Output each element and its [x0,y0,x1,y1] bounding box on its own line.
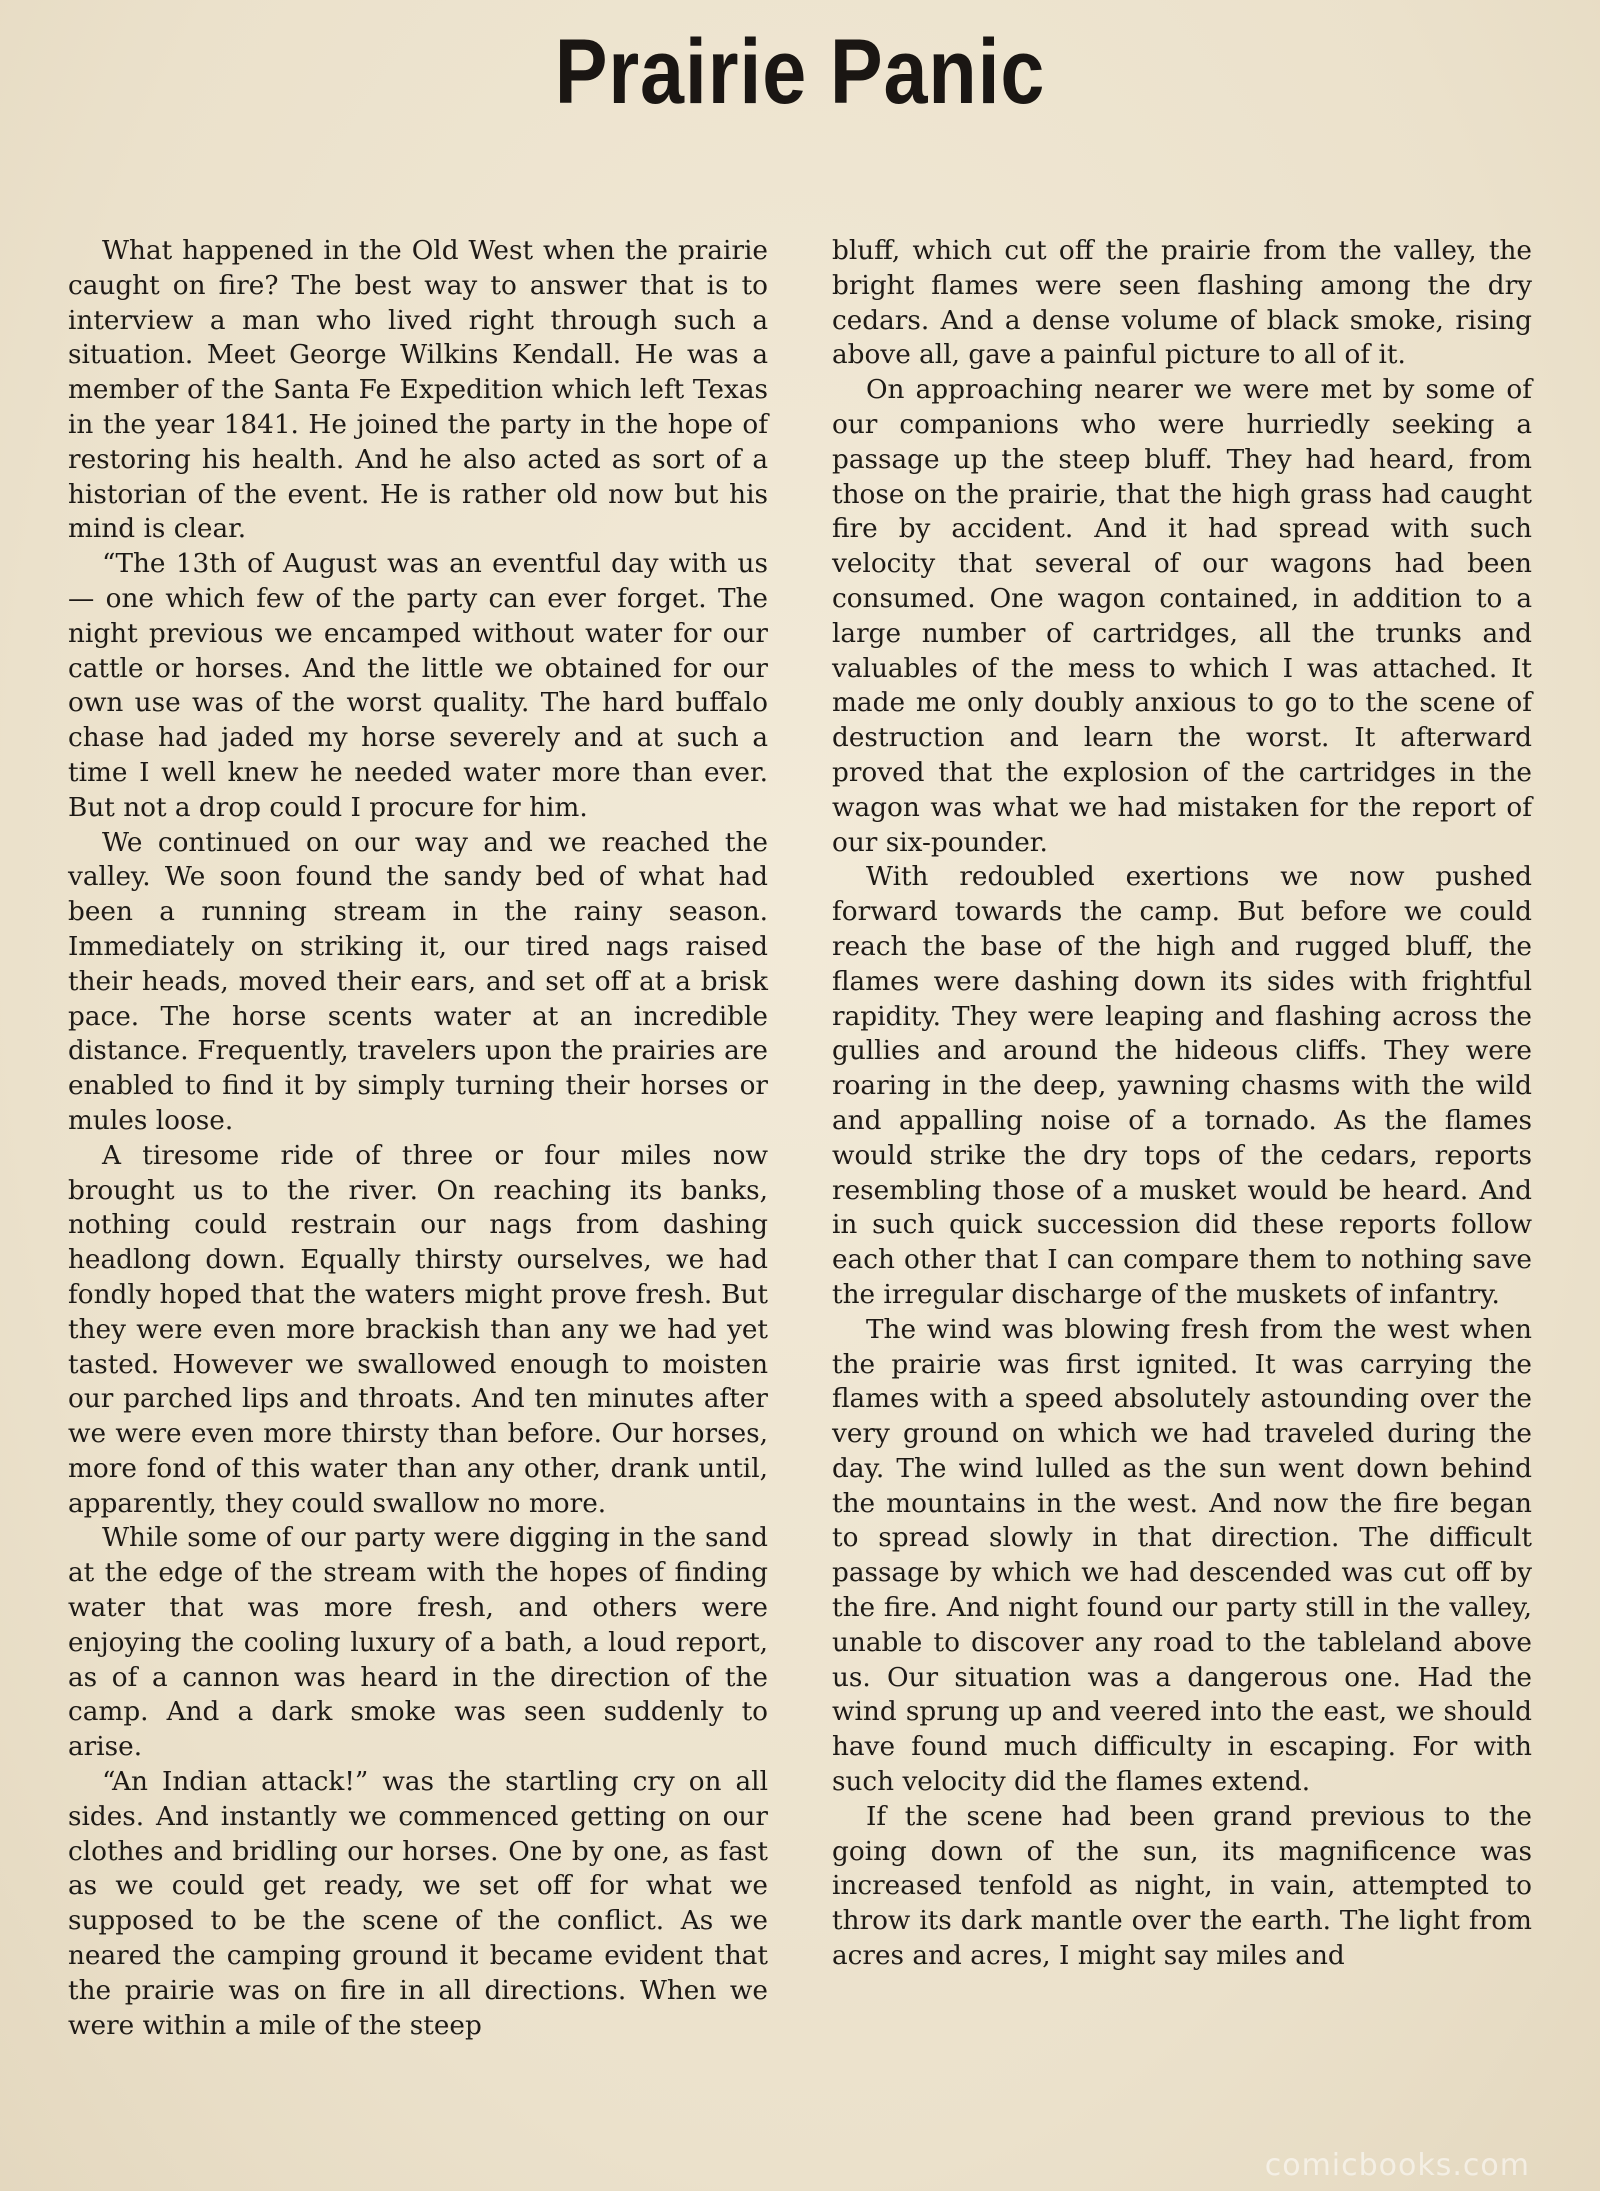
paragraph: “An Indian attack!” was the startling cry on all sides. And instantly we commenced getting on our clothes and bridling our horses. One by one, as fast as we could get ready, we set off for what we supposed to be the scene of the conflict. As we neared the camping ground it became evident that the prairie was on fire in all directions. When we were within a mile of the steep [68,1767,768,2041]
right-column [832,234,1532,1974]
paragraph: With redoubled exertions we now pushed forward towards the camp. But before we could reach the base of the high and rugged bluff, the flames were dashing down its sides with frightful rapidity. They were leaping and flashing across the gullies and around the hideous cliffs. They were roaring in the deep, yawning chasms with the wild and appalling noise of a tornado. As the flames would strike the dry tops of the cedars, reports resembling those of a musket would be heard. And in such quick succession did these reports follow each other that I can compare them to nothing save the irregular discharge of the muskets of infantry. [832,862,1532,1310]
paragraph: A tiresome ride of three or four miles now brought us to the river. On reaching its banks, nothing could restrain our nags from dashing headlong down. Equally thirsty ourselves, we had fondly hoped that the waters might prove fresh. But they were even more brackish than any we had yet tasted. However we swallowed enough to moisten our parched lips and throats. And ten minutes after we were even more thirsty than before. Our horses, more fond of this water than any other, drank until, apparently, they could swallow no more. [68,1140,768,1519]
paragraph: If the scene had been grand previous to the going down of the sun, its magnificence was increased tenfold as night, in vain, attempted to throw its dark mantle over the earth. The light from acres and acres, I might say miles and [832,1801,1532,1972]
site-watermark: comicbooks.com [1264,2148,1530,2183]
paragraph: On approaching nearer we were met by some of our companions who were hurriedly seeking a passage up the steep bluff. They had heard, from those on the prairie, that the high grass had caught fire by accident. And it had spread with such velocity that several of our wagons had been consumed. One wagon contained, in addition to a large number of cartridges, all the trunks and valuables of the mess to which I was attached. It made me only doubly anxious to go to the scene of destruction and learn the worst. It afterward proved that the explosion of the cartridges in the wagon was what we had mistaken for the report of our six-pounder. [832,375,1532,858]
paragraph: We continued on our way and we reached the valley. We soon found the sandy bed of what had been a running stream in the rainy season. Immediately on striking it, our tired nags raised their heads, moved their ears, and set off at a brisk pace. The horse scents water at an incredible distance. Frequently, travelers upon the prairies are enabled to find it by simply turning their horses or mules loose. [68,827,768,1136]
paragraph: The wind was blowing fresh from the west when the prairie was first ignited. It was carrying the flames with a speed absolutely astounding over the very ground on which we had traveled during the day. The wind lulled as the sun went down behind the mountains in the west. And now the fire began to spread slowly in that direction. The difficult passage by which we had descended was cut off by the fire. And night found our party still in the valley, unable to discover any road to the tableland above us. Our situation was a dangerous one. Had the wind sprung up and veered into the east, we should have found much difficulty in escaping. For with such velocity did the flames extend. [832,1314,1532,1798]
left-column [68,234,768,2043]
paragraph: While some of our party were digging in the sand at the edge of the stream with the hopes of finding water that was more fresh, and others were enjoying the cooling luxury of a bath, a loud report, as of a cannon was heard in the direction of the camp. And a dark smoke was seen suddenly to arise. [68,1523,768,1763]
paragraph-continued: bluff, which cut off the prairie from the valley, the bright flames were seen flashing among the dry cedars. And a dense volume of black smoke, rising above all, gave a painful picture to all of it. [832,236,1532,371]
paragraph: What happened in the Old West when the prairie caught on fire? The best way to answer that is to interview a man who lived right through such a situation. Meet George Wilkins Kendall. He was a member of the Santa Fe Expedition which left Texas in the year 1841. He joined the party in the hope of restoring his health. And he also acted as sort of a historian of the event. He is rather old now but his mind is clear. [68,236,768,545]
paragraph: “The 13th of August was an eventful day with us — one which few of the party can ever forget. The night previous we encamped without water for our cattle or horses. And the little we obtained for our own use was of the worst quality. The hard buffalo chase had jaded my horse severely and at such a time I well knew he needed water more than ever. But not a drop could I procure for him. [68,549,768,823]
article-title: Prairie Panic [554,21,1046,123]
